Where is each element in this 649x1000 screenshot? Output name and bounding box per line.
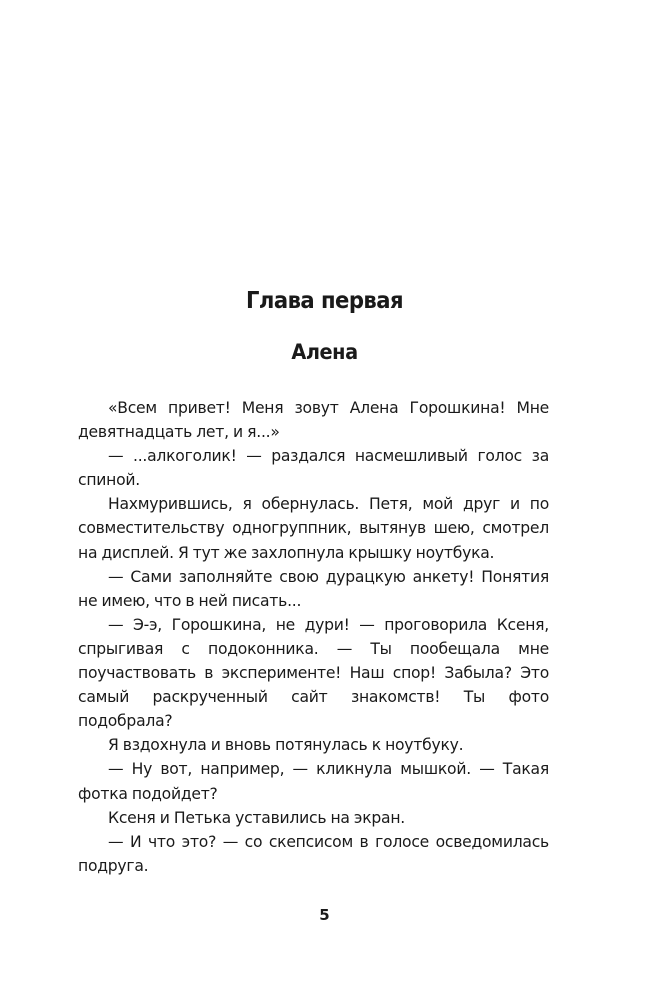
paragraph: Нахмурившись, я обернулась. Петя, мой друг и по совместительству одногруппник, вытянув шею, смотрел на дисплей. Я тут же захлопнула крышку ноутбука. [78,495,549,562]
paragraph: «Всем привет! Меня зовут Алена Горошкина! Мне девятнадцать лет, и я...» [78,399,549,442]
paragraph: Ксеня и Петька уставились на экран. [108,808,406,827]
paragraph: — Э-э, Горошкина, не дури! — проговорила Ксеня, спрыгивая с подоконника. — Ты пообещала мне поучаствовать в эксперименте! Наш спор! Забыла? Это самый раскрученный сайт знакомств! Ты фото подобрала? [78,615,549,731]
paragraph: — И что это? — со скепсисом в голосе осведомилась подруга. [78,832,549,875]
page-number: 5 [319,906,330,924]
paragraph: — Ну вот, например, — кликнула мышкой. — Такая фотка подойдет? [78,760,549,803]
paragraph: — Сами заполняйте свою дурацкую анкету! Понятия не имею, что в ней писать... [78,567,549,610]
chapter-title: Глава первая [245,288,404,314]
paragraph: — ...алкоголик! — раздался насмешливый голос за спиной. [78,447,549,490]
paragraph: Я вздохнула и вновь потянулась к ноутбуку. [108,736,464,755]
section-title: Алена [291,340,358,364]
chapter-body [78,396,549,878]
